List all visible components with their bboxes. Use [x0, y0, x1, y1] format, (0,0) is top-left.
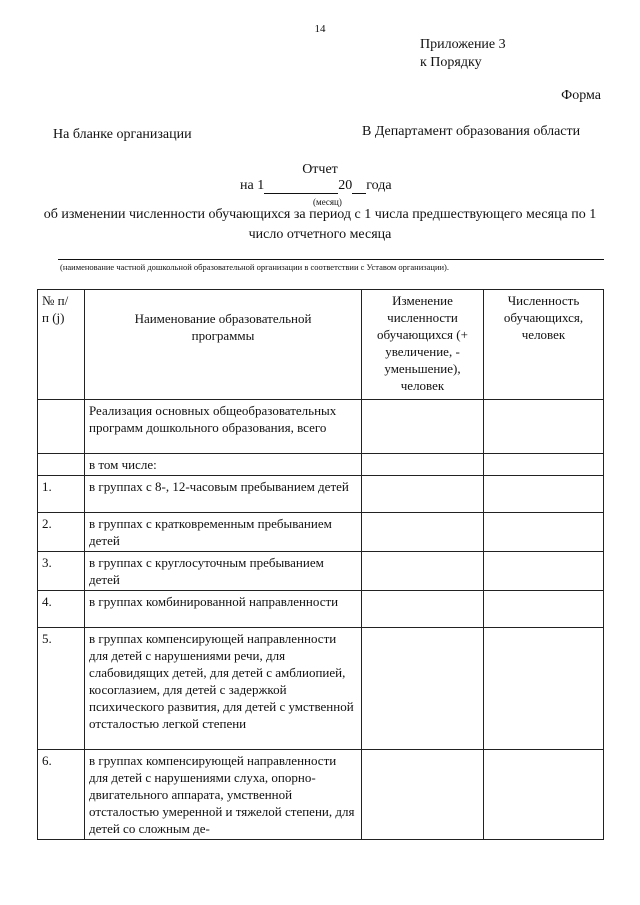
appendix-reference — [420, 36, 506, 72]
addressee: В Департамент образования области — [362, 124, 581, 139]
date-suffix: года — [366, 178, 392, 193]
header-name: Наименование образовательной программы — [85, 290, 362, 400]
table-header-row — [38, 290, 604, 400]
row-change — [362, 591, 484, 628]
row-change — [362, 750, 484, 840]
row-name: Реализация основных общеобразовательных программ дошкольного образования, всего — [85, 400, 362, 454]
row-num: 6. — [38, 750, 85, 840]
table-row — [38, 400, 604, 454]
row-change — [362, 476, 484, 513]
header-change: Изменение численности обучающихся (+ увеличение, - уменьшение), человек — [362, 290, 484, 400]
row-num: 4. — [38, 591, 85, 628]
row-count — [484, 476, 604, 513]
row-change — [362, 552, 484, 591]
row-num — [38, 454, 85, 476]
row-count — [484, 454, 604, 476]
row-count — [484, 591, 604, 628]
row-count — [484, 750, 604, 840]
row-change — [362, 454, 484, 476]
page-number: 14 — [314, 23, 326, 35]
row-change — [362, 513, 484, 552]
row-count — [484, 628, 604, 750]
row-change — [362, 628, 484, 750]
row-name: в группах с 8-, 12-часовым пребыванием детей — [85, 476, 362, 513]
row-num: 1. — [38, 476, 85, 513]
appendix-line-1: Приложение 3 — [420, 37, 506, 52]
row-num: 5. — [38, 628, 85, 750]
appendix-line-2: к Порядку — [420, 55, 482, 70]
header-num: № п/п (j) — [38, 290, 85, 400]
table-row — [38, 552, 604, 591]
month-blank — [264, 179, 338, 194]
month-caption: (месяц) — [313, 197, 342, 207]
row-change — [362, 400, 484, 454]
table-row — [38, 591, 604, 628]
date-prefix: на 1 — [240, 178, 265, 193]
organization-name-line — [58, 259, 604, 260]
header-count: Численность обучающихся, человек — [484, 290, 604, 400]
row-name: в группах с круглосуточным пребыванием детей — [85, 552, 362, 591]
row-num: 2. — [38, 513, 85, 552]
row-name: в группах компенсирующей направленности для детей с нарушениями речи, для слабовидящих детей, для детей с амблиопией, косоглазием, для детей с задержкой психического развития, для детей с умственной отсталостью легкой степени — [85, 628, 362, 750]
year-prefix: 20 — [338, 178, 353, 193]
report-subject: об изменении численности обучающихся за период с 1 числа предшествующего месяца по 1 число отчетного месяца — [43, 207, 597, 242]
table-row — [38, 513, 604, 552]
row-name: в том числе: — [85, 454, 362, 476]
row-count — [484, 552, 604, 591]
table-row — [38, 476, 604, 513]
row-name: в группах с кратковременным пребыванием детей — [85, 513, 362, 552]
organization-caption: (наименование частной дошкольной образовательной организации в соответствии с Уставом организации). — [60, 262, 450, 272]
row-count — [484, 513, 604, 552]
document-title: Отчет — [302, 162, 338, 177]
table-row — [38, 454, 604, 476]
row-name: в группах комбинированной направленности — [85, 591, 362, 628]
letterhead-note: На бланке организации — [53, 127, 192, 142]
report-date-line — [240, 178, 392, 194]
table-row — [38, 628, 604, 750]
row-num: 3. — [38, 552, 85, 591]
form-label: Форма — [561, 88, 601, 103]
year-blank — [352, 179, 366, 194]
report-table — [37, 289, 604, 840]
table-row — [38, 750, 604, 840]
row-name: в группах компенсирующей направленности для детей с нарушениями слуха, опорно-двигательного аппарата, умственной отсталостью умеренной и тяжелой степени, для детей со сложным де- — [85, 750, 362, 840]
row-count — [484, 400, 604, 454]
row-num — [38, 400, 85, 454]
